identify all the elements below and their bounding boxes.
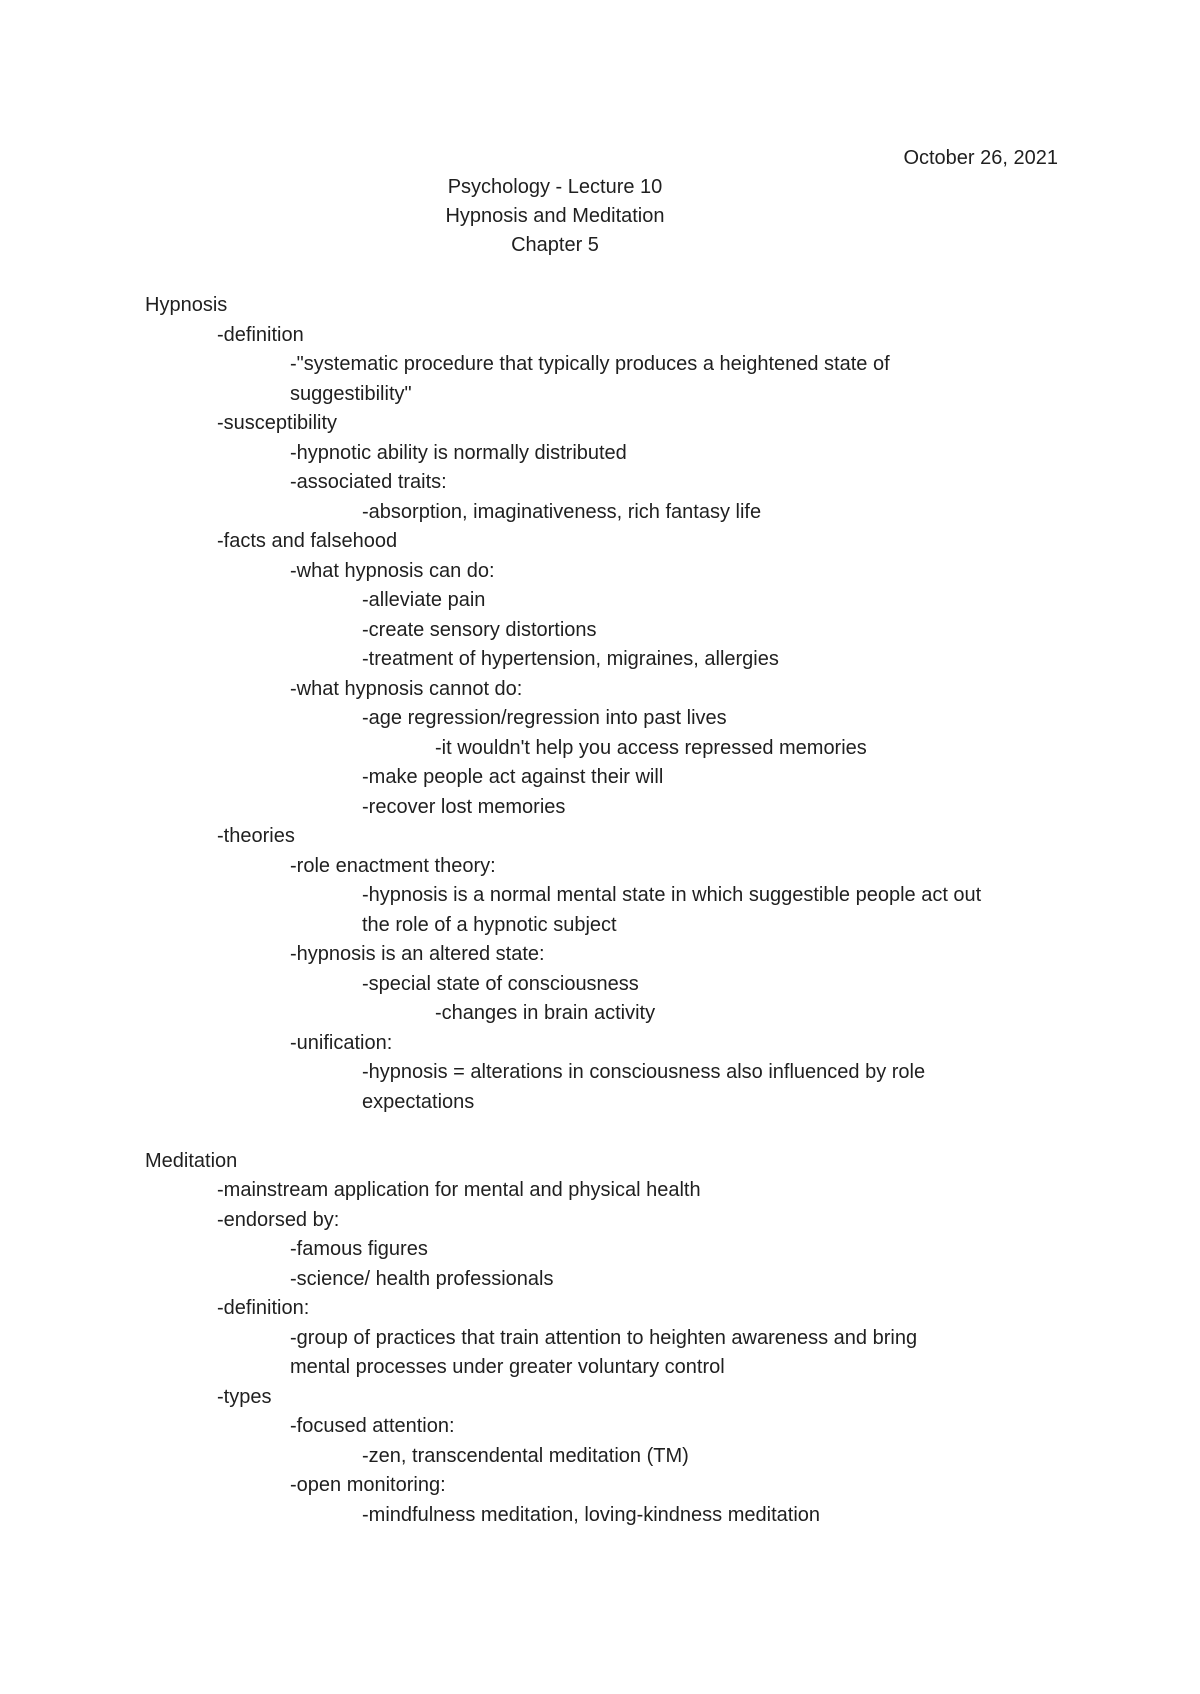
lecture-date: October 26, 2021: [903, 147, 1058, 169]
note-line: -group of practices that train attention to heighten awareness and bring: [290, 1326, 918, 1349]
note-line: -susceptibility: [217, 412, 338, 434]
note-line: -mindfulness meditation, loving-kindness meditation: [362, 1503, 821, 1526]
note-line: -absorption, imaginativeness, rich fantasy life: [362, 500, 762, 523]
note-line: -what hypnosis cannot do:: [290, 677, 523, 700]
lecture-header: [0, 173, 1200, 260]
note-line: -types: [217, 1385, 272, 1408]
section-heading-meditation: Meditation: [145, 1149, 238, 1172]
note-line: -recover lost memories: [362, 795, 566, 818]
note-line: -"systematic procedure that typically produces a heightened state of: [290, 353, 890, 375]
chapter-label: Chapter 5: [511, 234, 599, 256]
note-line: -special state of consciousness: [362, 972, 639, 995]
note-line: -age regression/regression into past lives: [362, 707, 727, 729]
course-title: Psychology - Lecture 10: [447, 176, 663, 198]
note-line: mental processes under greater voluntary control: [290, 1356, 725, 1378]
note-line: -associated traits:: [290, 471, 447, 493]
lecture-notes: [145, 291, 1065, 1530]
note-line: -treatment of hypertension, migraines, allergies: [362, 648, 779, 670]
note-line: -make people act against their will: [362, 766, 664, 788]
note-line: suggestibility": [290, 382, 412, 405]
note-line: -definition: [217, 323, 304, 346]
note-line: -unification:: [290, 1031, 393, 1054]
note-line: -definition:: [217, 1297, 310, 1319]
note-line: -zen, transcendental meditation (TM): [362, 1444, 689, 1467]
note-line: -mainstream application for mental and physical health: [217, 1179, 701, 1201]
note-line: -focused attention:: [290, 1415, 455, 1437]
section-heading-hypnosis: Hypnosis: [145, 294, 228, 316]
note-line: -endorsed by:: [217, 1208, 340, 1231]
note-line: -theories: [217, 825, 295, 847]
note-line: -hypnosis is an altered state:: [290, 943, 545, 965]
note-line: -role enactment theory:: [290, 854, 496, 877]
note-line: the role of a hypnotic subject: [362, 913, 617, 936]
note-line: -create sensory distortions: [362, 618, 597, 641]
note-line: -science/ health professionals: [290, 1267, 554, 1290]
note-line: -hypnotic ability is normally distributed: [290, 441, 627, 464]
note-line: -open monitoring:: [290, 1474, 446, 1496]
note-line: expectations: [362, 1090, 475, 1113]
note-line: -famous figures: [290, 1238, 428, 1260]
note-line: -hypnosis is a normal mental state in which suggestible people act out: [362, 884, 982, 906]
topic-title: Hypnosis and Meditation: [445, 205, 665, 227]
note-line: -changes in brain activity: [435, 1002, 656, 1024]
note-line: -it wouldn't help you access repressed memories: [435, 736, 867, 759]
note-line: -alleviate pain: [362, 589, 486, 611]
note-line: -facts and falsehood: [217, 530, 398, 552]
note-line: -hypnosis = alterations in consciousness also influenced by role: [362, 1061, 926, 1083]
note-line: -what hypnosis can do:: [290, 559, 495, 582]
section-spacer: [145, 1117, 1065, 1147]
